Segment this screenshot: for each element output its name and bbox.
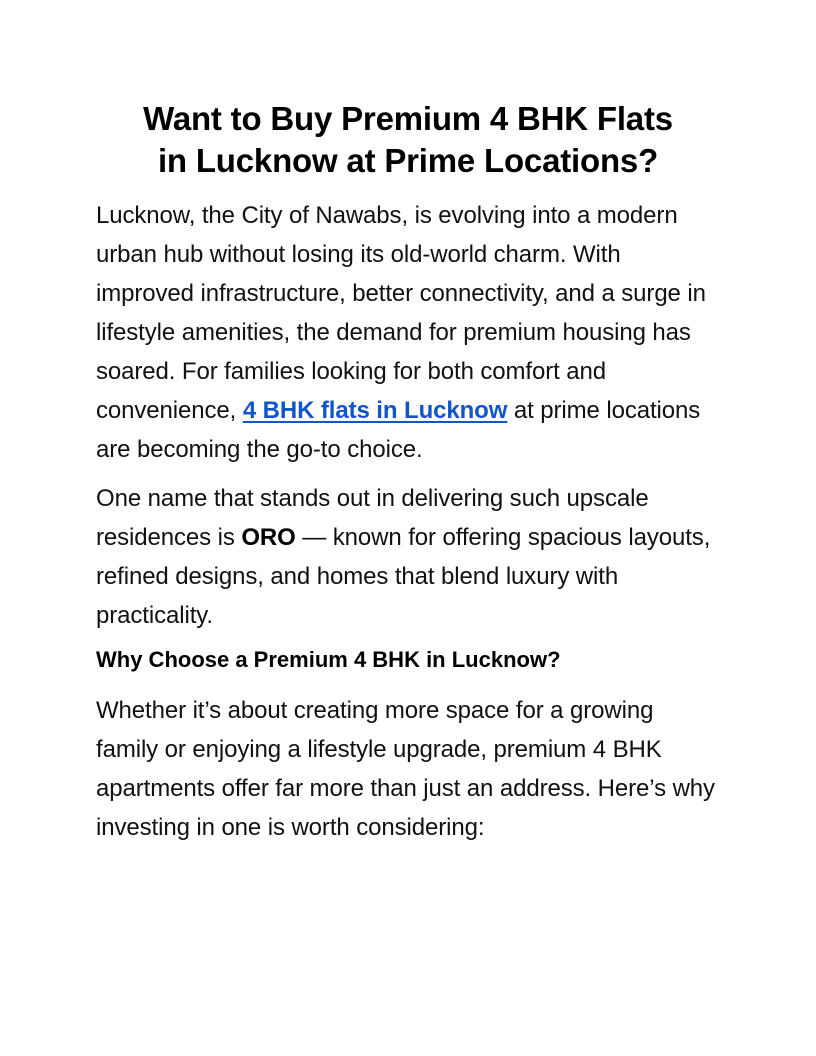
- oro-text-after-brand: — known for offering spacious layouts, refined designs, and homes that blend luxury with practicality.: [96, 524, 711, 629]
- intro-text-before-link: Lucknow, the City of Nawabs, is evolving into a modern urban hub without losing its old-world charm. With improved infrastructure, better connectivity, and a surge in lifestyle amenities, the demand for premium housing has soared. For families looking for both comfort and convenience,: [96, 202, 706, 424]
- why-choose-paragraph: Whether it’s about creating more space for a growing family or enjoying a lifestyle upgrade, premium 4 BHK apartments offer far more than just an address. Here’s why investing in one is worth considering:: [96, 697, 715, 841]
- page-title: [96, 98, 720, 182]
- title-line-1: Want to Buy Premium 4 BHK Flats: [143, 100, 673, 137]
- oro-brand-name: ORO: [241, 524, 296, 551]
- why-choose-heading: Why Choose a Premium 4 BHK in Lucknow?: [96, 647, 561, 672]
- intro-paragraph: [96, 196, 720, 469]
- title-line-2: in Lucknow at Prime Locations?: [157, 142, 659, 179]
- oro-paragraph: [96, 479, 720, 635]
- 4bhk-flats-lucknow-link[interactable]: 4 BHK flats in Lucknow: [242, 397, 508, 424]
- oro-text-before-brand: One name that stands out in delivering such upscale residences is: [96, 485, 649, 551]
- intro-text-after-link: at prime locations are becoming the go-to choice.: [96, 397, 701, 463]
